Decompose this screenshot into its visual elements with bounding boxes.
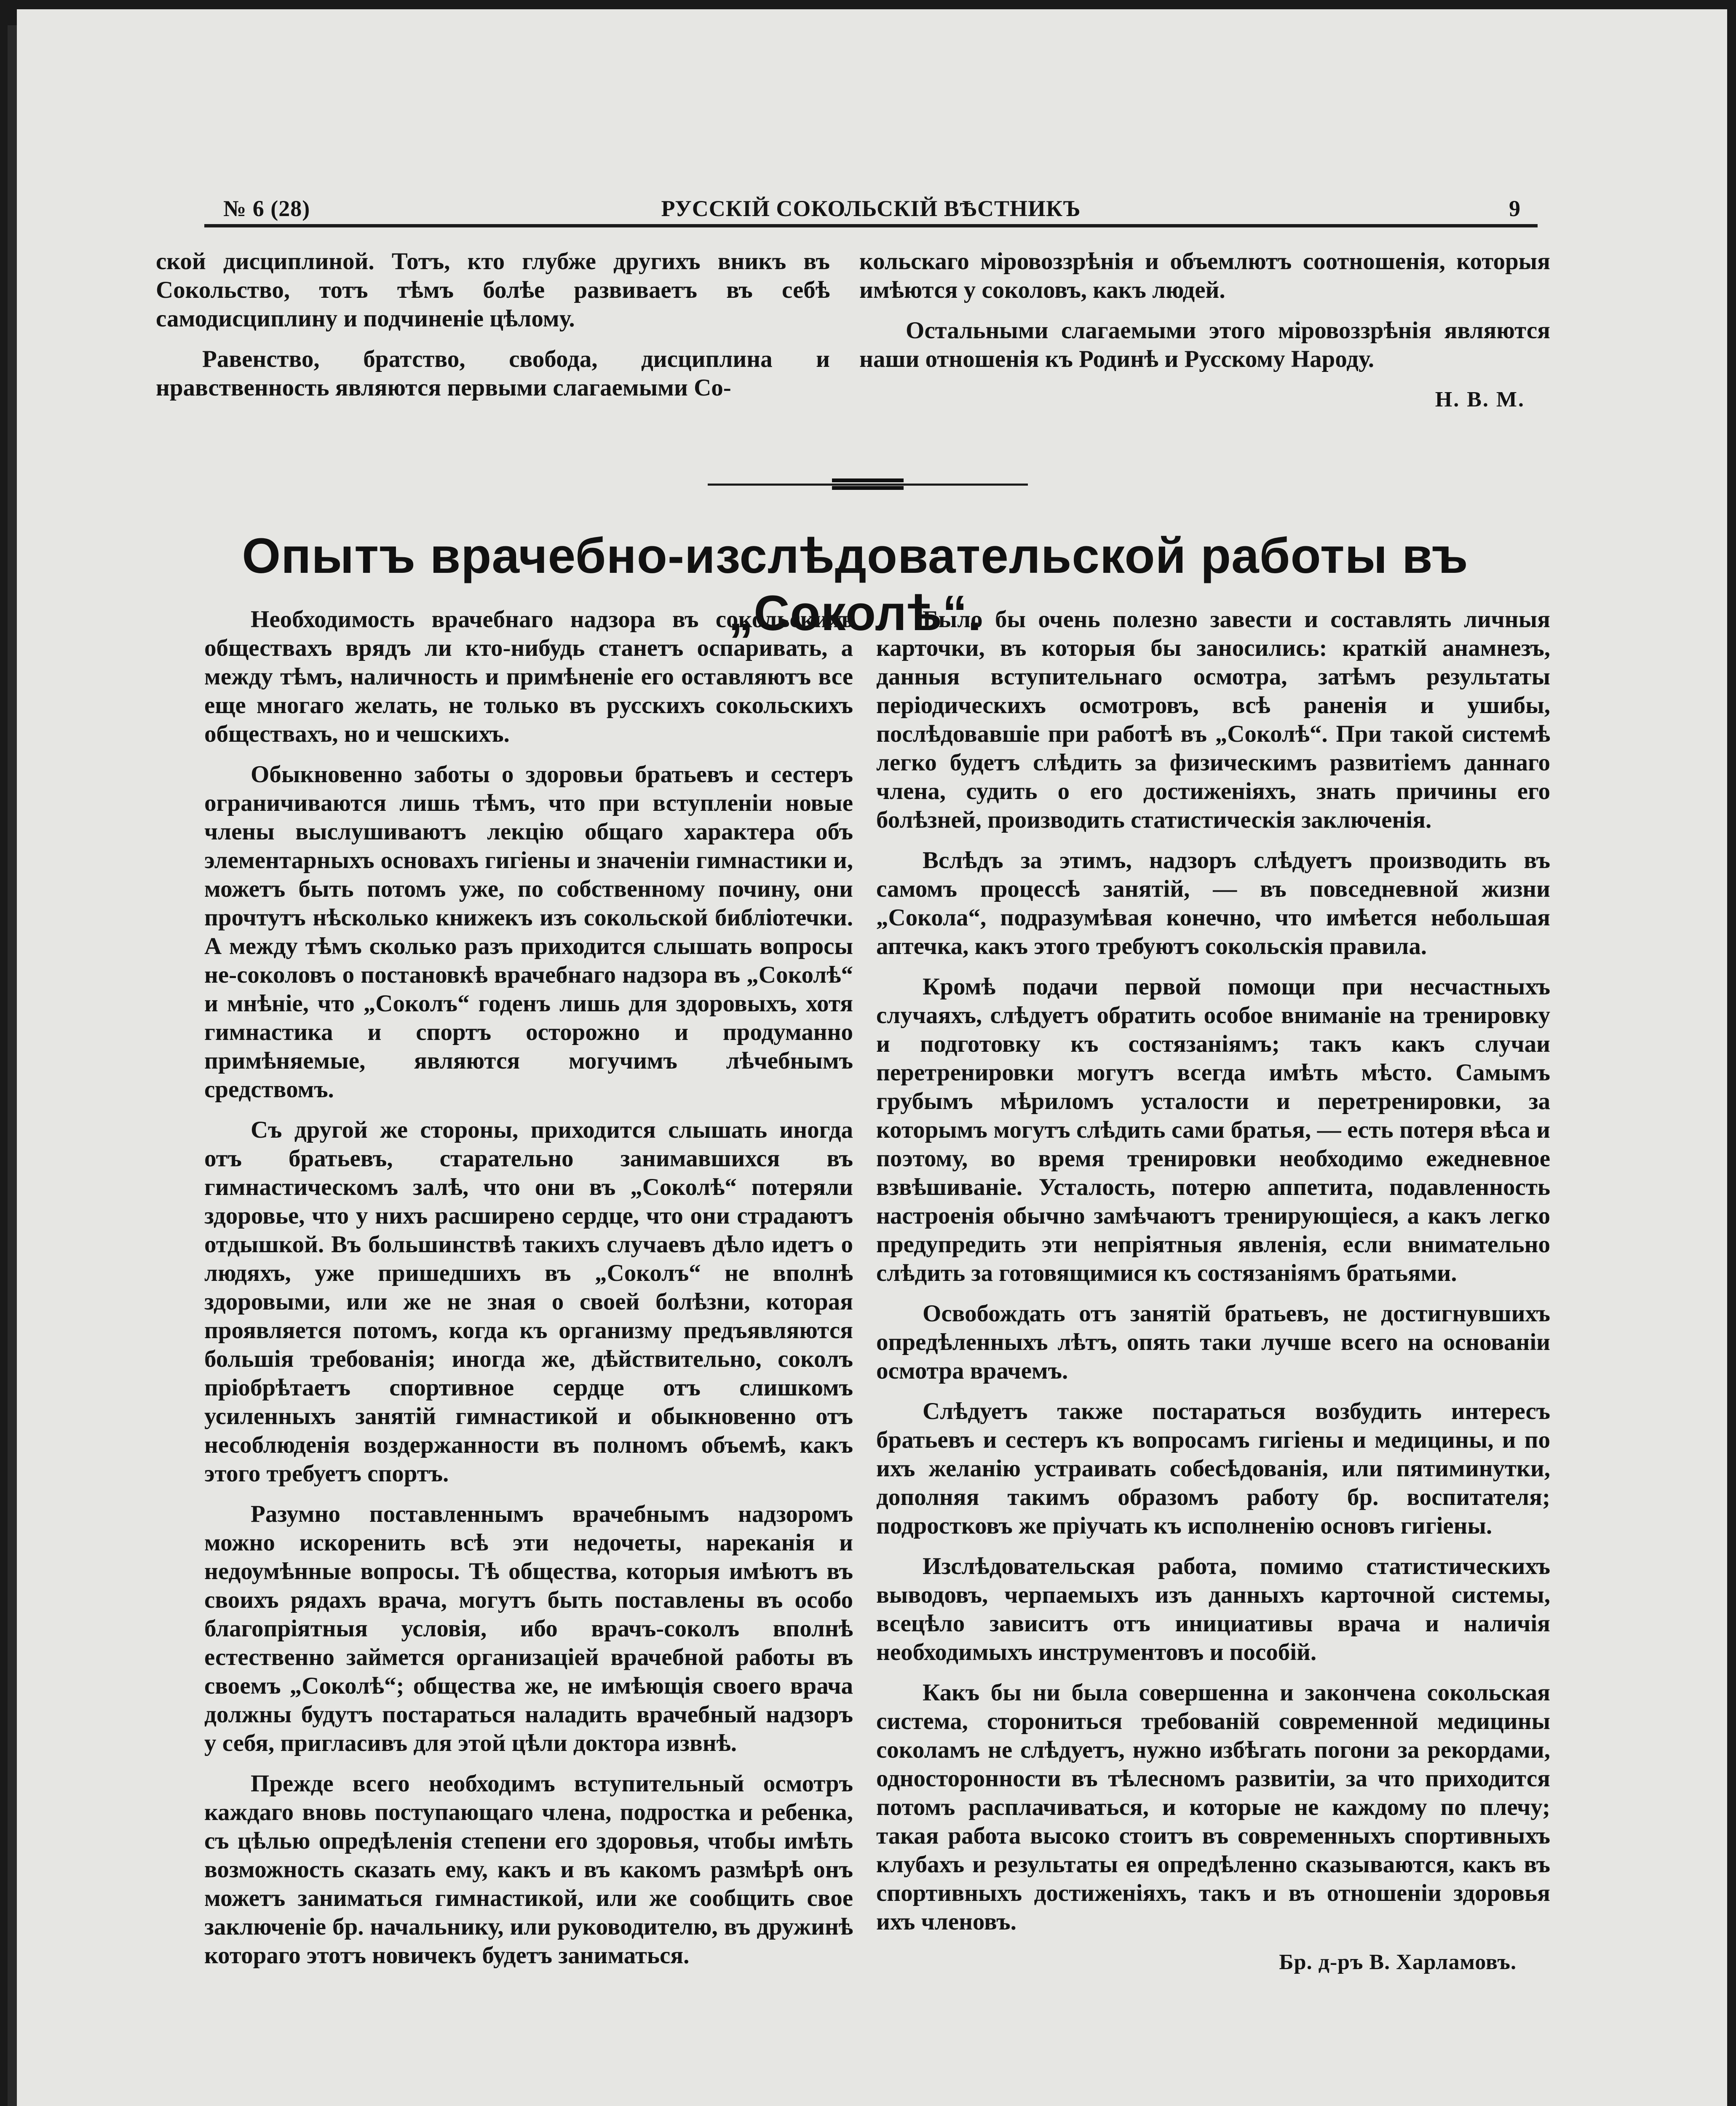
paragraph: Какъ бы ни была совершенна и закончена сокольская система, сторониться требованiй современной медицины соколамъ не слѣдуетъ, нужно избѣгать погони за рекордами, односторонности въ тѣлесномъ развитiи, за что приходится потомъ расплачиваться, и которые не каждому по плечу; такая работа высоко стоитъ въ современныхъ спортивныхъ клубахъ и результаты ея опредѣленно сказываются, какъ въ спортивныхъ достиженiяхъ, такъ и въ отношенiи здоровья ихъ членовъ.	[876, 1679, 1550, 1935]
paragraph: Необходимость врачебнаго надзора въ сокольскихъ обществахъ врядъ ли кто-нибудь станетъ оспаривать, а между тѣмъ, наличность и примѣненiе его оставляютъ все еще многаго желать, не только въ русскихъ сокольскихъ обществахъ, но и чешскихъ.	[204, 606, 853, 747]
section-divider	[708, 476, 1028, 493]
top-left-column	[156, 247, 830, 414]
divider-bar	[832, 486, 904, 490]
paragraph: Слѣдуетъ также постараться возбудить интересъ братьевъ и сестеръ къ вопросамъ гигiены и медицины, и по ихъ желанiю устраивать собесѣдованiя, или пятиминутки, дополняя такимъ образомъ работу бр. воспитателя; подростковъ же прiучать къ исполненiю основъ гигiены.	[876, 1398, 1550, 1539]
top-right-column	[859, 247, 1550, 414]
issue-number: № 6 (28)	[223, 196, 310, 221]
paragraph: Вслѣдъ за этимъ, надзоръ слѣдуетъ производить въ самомъ процессѣ занятiй, — въ повседневной жизни „Сокола“, подразумѣвая конечно, что имѣется небольшая аптечка, какъ этого требуютъ сокольскiя правила.	[876, 847, 1550, 959]
paragraph: Кромѣ подачи первой помощи при несчастныхъ случаяхъ, слѣдуетъ обратить особое вниманiе на тренировку и подготовку къ состязанiямъ; такъ какъ случаи перетренировки могутъ всегда имѣть мѣсто. Самымъ грубымъ мѣриломъ усталости и перетренировки, за которымъ могутъ слѣдить сами братья, — есть потеря вѣса и поэтому, во время тренировки необходимо ежедневное взвѣшиванiе. Усталость, потерю аппетита, подавленность настроенiя обычно замѣчаютъ тренирующiеся, а какъ легко предупредить эти непрiятныя явленiя, если внимательно слѣдить за готовящимися къ состязанiямъ братьями.	[876, 973, 1550, 1286]
paragraph: Остальными слагаемыми этого мiровоззрѣнiя являются наши отношенiя къ Родинѣ и Русскому Народу.	[859, 317, 1550, 372]
paragraph: Было бы очень полезно завести и составлять личныя карточки, въ которыя бы заносились: краткiй анамнезъ, данныя вступительнаго осмотра, затѣмъ результаты перiодическихъ осмотровъ, всѣ раненiя и ушибы, послѣдовавшiе при работѣ въ „Соколѣ“. При такой системѣ легко будетъ слѣдить за физическимъ развитiемъ даннаго члена, судить о его достиженiяхъ, знать причины его болѣзней, производить статистическiя заключенiя.	[876, 606, 1550, 833]
paragraph: Обыкновенно заботы о здоровьи братьевъ и сестеръ ограничиваются лишь тѣмъ, что при вступленiи новые члены выслушиваютъ лекцiю общаго характера объ элементарныхъ основахъ гигiены и значенiи гимнастики и, можетъ быть потомъ уже, по собственному почину, они прочтутъ нѣсколько книжекъ изъ сокольской библiотечки. А между тѣмъ сколько разъ приходится слышать вопросы не-соколовъ о постановкѣ врачебнаго надзора въ „Соколѣ“ и мнѣнiе, что „Соколъ“ годенъ лишь для здоровыхъ, хотя гимнастика и спортъ осторожно и продуманно примѣняемые, являются могучимъ лѣчебнымъ средствомъ.	[204, 761, 853, 1103]
divider-rule	[708, 484, 1028, 486]
page-header	[204, 186, 1538, 227]
journal-page	[17, 9, 1727, 2106]
article-author: Бр. д-ръ В. Харламовъ.	[1279, 1950, 1517, 1974]
article-left-column	[204, 605, 853, 1982]
article-title: Опытъ врачебно-изслѣдовательской работы въ „Соколѣ“.	[242, 528, 1469, 641]
page-number: 9	[1509, 196, 1521, 221]
paragraph: Освобождать отъ занятiй братьевъ, не достигнувшихъ опредѣленныхъ лѣтъ, опять таки лучше всего на основанiи осмотра врачемъ.	[876, 1300, 1550, 1384]
article-right-column	[876, 605, 1550, 1977]
signature: Н. В. М.	[1435, 388, 1525, 412]
paragraph: Изслѣдовательская работа, помимо статистическихъ выводовъ, черпаемыхъ изъ данныхъ карточной системы, всецѣло зависитъ отъ инициативы врача и наличiя необходимыхъ инструментовъ и пособiй.	[876, 1553, 1550, 1665]
paragraph: Равенство, братство, свобода, дисциплина и нравственность являются первыми слагаемыми Со-	[156, 346, 830, 401]
paragraph: Съ другой же стороны, приходится слышать иногда отъ братьевъ, старательно занимавшихся въ гимнастическомъ залѣ, что они въ „Соколѣ“ потеряли здоровье, что у нихъ расширено сердце, что они страдаютъ отдышкой. Въ большинствѣ такихъ случаевъ дѣло идетъ о людяхъ, уже пришедшихъ въ „Соколъ“ не вполнѣ здоровыми, или же не зная о своей болѣзни, которая проявляется потомъ, когда къ организму предъявляются большiя требованiя; иногда же, дѣйствительно, соколъ прiобрѣтаетъ спортивное сердце отъ слишкомъ усиленныхъ занятiй гимнастикой и обыкновенно отъ несоблюденiя воздержанности въ полномъ объемѣ, какъ этого требуетъ спортъ.	[204, 1117, 853, 1487]
paragraph: ской дисциплиной. Тотъ, кто глубже другихъ вникъ въ Сокольство, тотъ тѣмъ болѣе развиваетъ въ себѣ самодисциплину и подчиненiе цѣлому.	[156, 248, 830, 332]
journal-title: РУССКIЙ СОКОЛЬСКIЙ ВѢСТНИКЪ	[661, 196, 1081, 221]
paragraph: Разумно поставленнымъ врачебнымъ надзоромъ можно искоренить всѣ эти недочеты, нареканiя и недоумѣнные вопросы. Тѣ общества, которыя имѣютъ въ своихъ рядахъ врача, могутъ быть поставлены въ особо благопрiятныя условiя, ибо врачъ-соколъ вполнѣ естественно займется организацiей врачебной работы въ своемъ „Соколѣ“; общества же, не имѣющiя своего врача должны будутъ постараться наладить врачебный надзоръ у себя, пригласивъ для этой цѣли доктора извнѣ.	[204, 1501, 853, 1756]
scan-edge	[8, 25, 17, 2106]
paragraph: Прежде всего необходимъ вступительный осмотръ каждаго вновь поступающаго члена, подростка и ребенка, съ цѣлью опредѣленiя степени его здоровья, чтобы имѣть возможность сказать ему, какъ и въ какомъ размѣрѣ онъ можетъ заниматься гимнастикой, или же сообщить свое заключенiе бр. начальнику, или руководителю, въ дружинѣ котораго этотъ новичекъ будетъ заниматься.	[204, 1770, 853, 1969]
paragraph: кольскаго мiровоззрѣнiя и объемлютъ соотношенiя, которыя имѣются у соколовъ, какъ людей.	[859, 248, 1550, 303]
divider-bar	[832, 478, 904, 482]
